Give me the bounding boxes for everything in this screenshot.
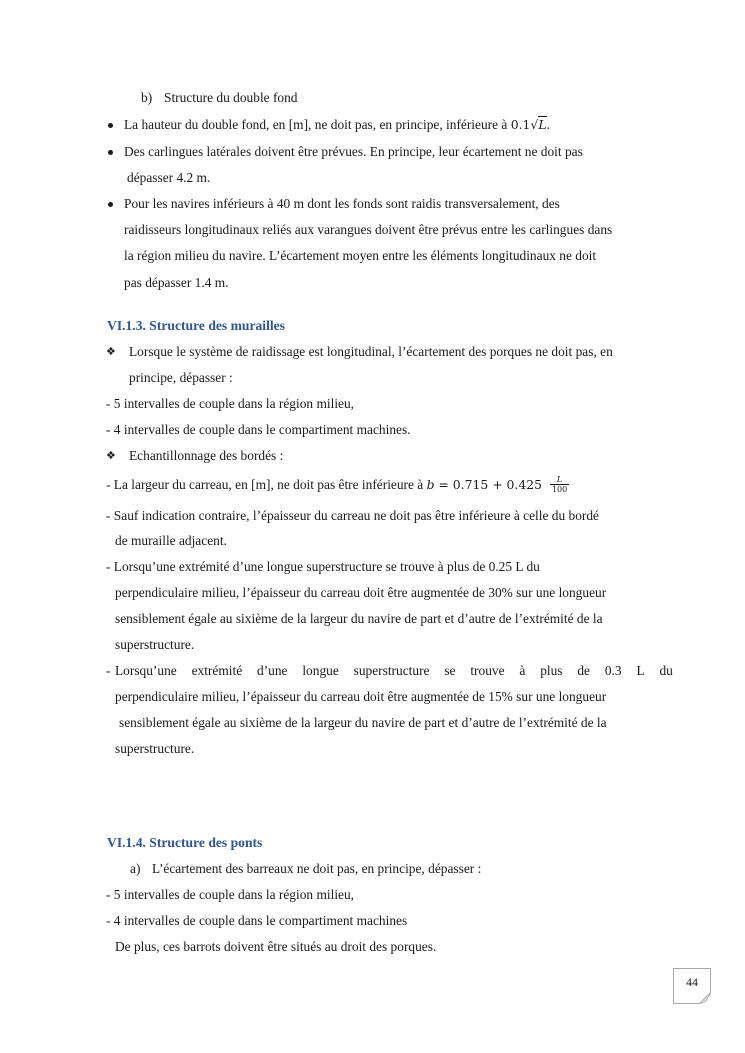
paragraph-line: perpendiculaire milieu, l’épaisseur du carreau doit être augmentée de 15% sur une longueur [115,689,607,704]
fraction: $\frac{L}{100}$ [551,475,568,495]
list-item: - 5 intervalles de couple dans la région milieu, [106,887,355,902]
paragraph-line: sensiblement égale au sixième de la largeur du navire de part et d’autre de l’extrémité de la [119,715,607,730]
paragraph-line: la région milieu du navire. L’écartement moyen entre les éléments longitudinaux ne doit [124,248,597,263]
paragraph-line: - Lorsqu’une extrémité d’une longue superstructure se trouve à plus de 0.25 L du [106,559,540,574]
subsection-label: a) [130,861,141,876]
diamond-bullet-icon: ❖ [106,346,116,358]
formula: 0.1√L [510,117,547,132]
paragraph-line: - Sauf indication contraire, l’épaisseur du carreau ne doit pas être inférieure à celle du bordé [106,508,599,523]
section-heading: VI.1.3. Structure des murailles [107,318,285,333]
width-formula-line: - La largeur du carreau, en [m], ne doit pas être inférieure à b = 0.715 + 0.425 $\frac{L}{100}$ [106,475,568,495]
page-curl-icon [699,992,711,1004]
list-item: - 5 intervalles de couple dans la région milieu, [106,396,355,411]
paragraph-line: sensiblement égale au sixième de la largeur du navire de part et d’autre de l’extrémité de la [115,611,603,626]
list-item: - 4 intervalles de couple dans le compartiment machines. [106,422,411,437]
paragraph-line: L’écartement des barreaux ne doit pas, en principe, dépasser : [152,861,482,876]
paragraph-line: principe, dépasser : [129,370,233,385]
subsection-label: b) [141,90,153,105]
paragraph-line: perpendiculaire milieu, l’épaisseur du carreau doit être augmentée de 30% sur une longueur [115,585,607,600]
paragraph-line: Lorsque le système de raidissage est longitudinal, l’écartement des porques ne doit pas, en [129,344,613,359]
paragraph-line: de muraille adjacent. [115,533,227,548]
double-fond-height-rule: La hauteur du double fond, en [m], ne doit pas, en principe, inférieure à 0.1√L. [124,117,550,132]
paragraph-line: superstructure. [115,741,195,756]
paragraph-line: Echantillonnage des bordés : [129,448,284,463]
paragraph-line: Des carlingues latérales doivent être prévues. En principe, leur écartement ne doit pas [124,144,583,159]
paragraph-line: superstructure. [115,637,195,652]
page-number-box [673,968,711,1004]
page-number: 44 [686,975,698,989]
paragraph-line: De plus, ces barrots doivent être situés au droit des porques. [115,939,437,954]
bullet-icon [108,202,113,207]
list-dash: - [106,663,111,678]
list-item: - 4 intervalles de couple dans le compartiment machines [106,913,408,928]
paragraph-line: Pour les navires inférieurs à 40 m dont les fonds sont raidis transversalement, des [124,196,560,211]
paragraph-line: raidisseurs longitudinaux reliés aux varangues doivent être prévus entre les carlingues dans [124,222,613,237]
paragraph-line: dépasser 4.2 m. [127,170,211,185]
diamond-bullet-icon: ❖ [106,450,116,462]
bullet-icon [108,150,113,155]
bullet-icon [108,123,113,128]
subsection-title: Structure du double fond [164,90,298,105]
paragraph-line: pas dépasser 1.4 m. [124,275,229,290]
section-heading: VI.1.4. Structure des ponts [107,835,263,850]
justified-line: Lorsqu’une extrémité d’une longue superstructure se trouve à plus de 0.3 L du [115,663,673,678]
